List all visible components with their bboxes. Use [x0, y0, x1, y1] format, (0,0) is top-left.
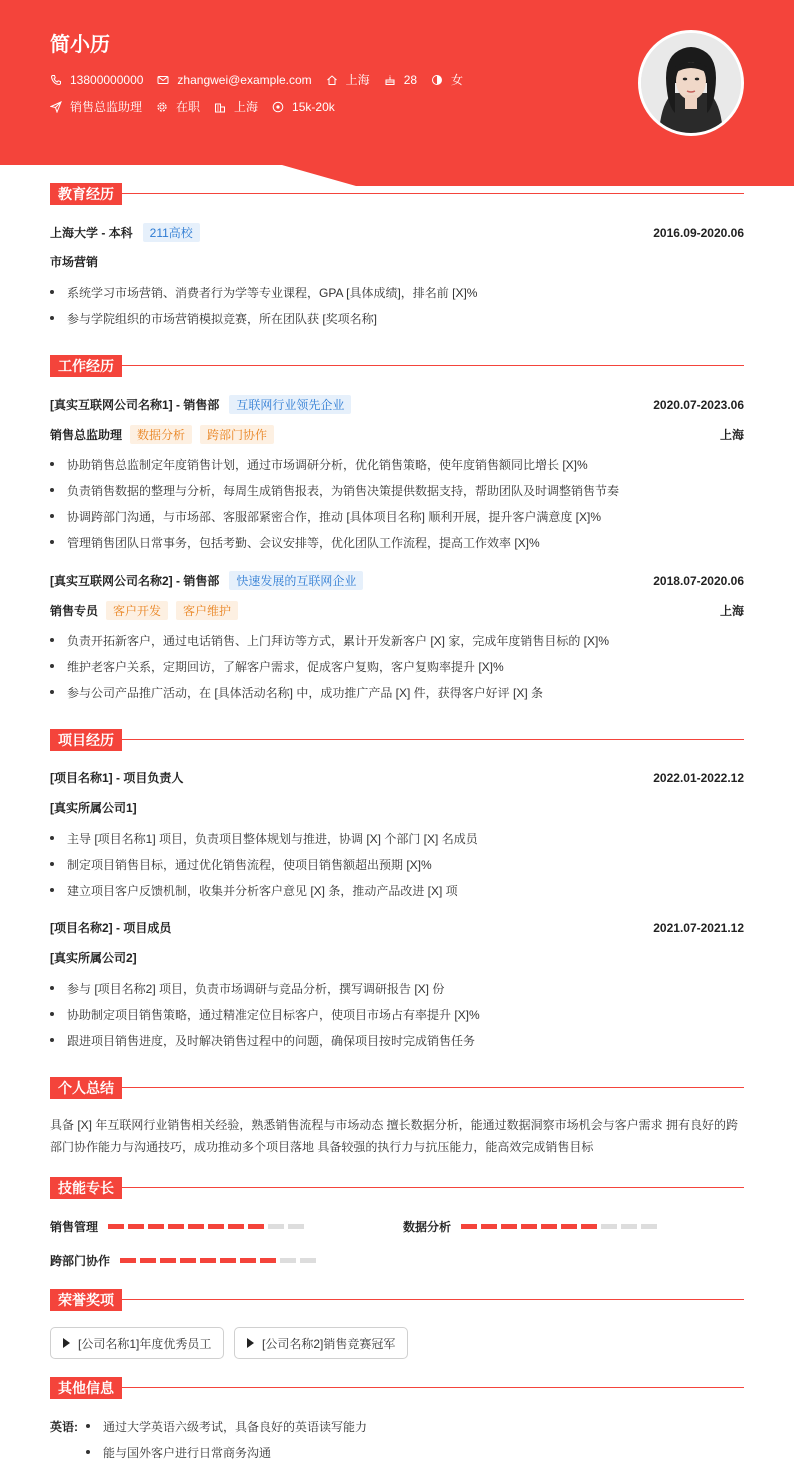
skill-level-segment	[581, 1224, 597, 1229]
project-company-row	[50, 949, 744, 966]
gender-text: 女	[451, 73, 464, 87]
skill-item	[50, 1218, 308, 1235]
section-divider	[120, 1087, 744, 1088]
project-company: [真实所属公司2]	[50, 951, 137, 965]
skill-level-segment	[561, 1224, 577, 1229]
education-section-header	[50, 183, 744, 205]
skill-level-segment	[461, 1224, 477, 1229]
phone-info	[50, 73, 143, 87]
skill-level-segment	[601, 1224, 617, 1229]
education-bullet: 系统学习市场营销、消费者行为学等专业课程，GPA [具体成绩]，排名前 [X]%	[50, 284, 744, 301]
award-name: [公司名称2]销售竞赛冠军	[262, 1336, 396, 1351]
other-item: 通过大学英语六级考试，具备良好的英语读写能力	[86, 1418, 367, 1435]
city-info	[326, 71, 370, 88]
skill-item	[403, 1218, 661, 1235]
company-name: [真实互联网公司名称2] - 销售部	[50, 574, 220, 588]
project-bullet: 参与 [项目名称2] 项目，负责市场调研与竞品分析，撰写调研报告 [X] 份	[50, 980, 744, 997]
skill-level-segment	[260, 1258, 276, 1263]
skill-level-segment	[108, 1224, 124, 1229]
work-section-header	[50, 355, 744, 377]
skill-level-meter	[461, 1224, 661, 1229]
project-company-row	[50, 799, 744, 816]
work-date: 2018.07-2020.06	[653, 573, 744, 588]
project-date: 2022.01-2022.12	[653, 770, 744, 785]
work-bullet: 管理销售团队日常事务，包括考勤、会议安排等，优化团队工作流程，提高工作效率 [X]%	[50, 534, 744, 551]
phone-text: 13800000000	[70, 72, 144, 87]
gender-info	[431, 71, 463, 88]
other-item: 能与国外客户进行日常商务沟通	[86, 1444, 271, 1461]
skill-name: 数据分析	[403, 1220, 452, 1234]
work-bullet: 协助销售总监制定年度销售计划，通过市场调研分析，优化销售策略，使年度销售额同比增长 [X]%	[50, 456, 744, 473]
skill-item	[50, 1252, 320, 1269]
skill-level-segment	[288, 1224, 304, 1229]
work-bullet: 参与公司产品推广活动，在 [具体活动名称] 中，成功推广产品 [X] 件，获得客户好评 [X] 条	[50, 684, 744, 701]
work-bullet: 维护老客户关系，定期回访，了解客户需求，促成客户复购，客户复购率提升 [X]%	[50, 658, 744, 675]
age-info	[384, 73, 417, 87]
cake-icon	[384, 74, 396, 86]
projects-section-header	[50, 729, 744, 751]
avatar	[638, 30, 744, 136]
education-row	[50, 223, 744, 242]
email-text: zhangwei@example.com	[177, 72, 312, 87]
skill-level-segment	[621, 1224, 637, 1229]
work-location: 上海	[719, 604, 744, 618]
skill-level-segment	[128, 1224, 144, 1229]
skill-level-segment	[200, 1258, 216, 1263]
school-name: 上海大学 - 本科	[50, 226, 133, 240]
candidate-name: 简小历	[50, 34, 110, 56]
skill-level-segment	[148, 1224, 164, 1229]
triangle-icon	[63, 1338, 70, 1348]
contact-row	[50, 71, 477, 88]
gender-icon	[431, 74, 443, 86]
money-icon	[272, 101, 284, 113]
section-divider	[120, 1187, 744, 1188]
salary-text: 15k-20k	[292, 99, 335, 114]
skill-level-segment	[188, 1224, 204, 1229]
building-icon	[214, 101, 226, 113]
skill-level-segment	[168, 1224, 184, 1229]
summary-section-header	[50, 1077, 744, 1099]
skill-level-segment	[240, 1258, 256, 1263]
skill-level-segment	[160, 1258, 176, 1263]
work-company-row	[50, 571, 744, 590]
work-bullet: 协调跨部门沟通，与市场部、客服部紧密合作，推动 [具体项目名称] 顺利开展，提升客户满意度 [X]%	[50, 508, 744, 525]
resume-header	[0, 0, 794, 186]
role-tag: 跨部门协作	[200, 425, 274, 444]
status-text: 在职	[176, 100, 201, 114]
position-text: 销售总监助理	[70, 100, 143, 114]
work-bullet: 负责开拓新客户，通过电话销售、上门拜访等方式，累计开发新客户 [X] 家，完成年度销售目标的 [X]%	[50, 632, 744, 649]
education-bullet: 参与学院组织的市场营销模拟竞赛，所在团队获 [奖项名称]	[50, 310, 744, 327]
role-tag: 数据分析	[130, 425, 192, 444]
skill-level-segment	[268, 1224, 284, 1229]
award-name: [公司名称1]年度优秀员工	[78, 1336, 212, 1351]
project-bullet: 制定项目销售目标，通过优化销售流程，使项目销售额超出预期 [X]%	[50, 856, 744, 873]
project-title: [项目名称2] - 项目成员	[50, 921, 172, 935]
section-divider	[120, 193, 744, 194]
section-divider	[120, 1387, 744, 1388]
summary-text: 具备 [X] 年互联网行业销售相关经验，熟悉销售流程与市场动态 擅长数据分析，能通过数据洞察市场机会与客户需求 拥有良好的跨部门协作能力与沟通技巧，成功推动多个项目落地 具备较强的执行力与抗压能力，能高效完成销售目标	[50, 1118, 739, 1154]
project-bullet: 跟进项目销售进度，及时解决销售过程中的问题，确保项目按时完成销售任务	[50, 1032, 744, 1049]
skill-level-segment	[248, 1224, 264, 1229]
triangle-icon	[247, 1338, 254, 1348]
skill-level-segment	[300, 1258, 316, 1263]
project-bullet: 协助制定项目销售策略，通过精准定位目标客户，使项目市场占有率提升 [X]%	[50, 1006, 744, 1023]
role-tag: 客户开发	[106, 601, 168, 620]
skill-level-meter	[120, 1258, 320, 1263]
work-bullet: 负责销售数据的整理与分析，每周生成销售报表，为销售决策提供数据支持，帮助团队及时调整销售节奏	[50, 482, 744, 499]
salary-info	[272, 100, 335, 114]
skill-level-segment	[140, 1258, 156, 1263]
email-info	[157, 73, 311, 87]
phone-icon	[50, 74, 62, 86]
skills-section-title: 技能专长	[50, 1177, 122, 1199]
role-name: 销售专员	[50, 604, 99, 618]
work-location: 上海	[719, 428, 744, 442]
school-badge: 211高校	[143, 223, 200, 242]
award-item	[234, 1327, 408, 1359]
skills-section-header	[50, 1177, 744, 1199]
awards-section-title: 荣誉奖项	[50, 1289, 122, 1311]
company-name: [真实互联网公司名称1] - 销售部	[50, 398, 220, 412]
city-text: 上海	[345, 73, 370, 87]
work-role-row	[50, 425, 744, 444]
other-label: 英语:	[50, 1420, 78, 1434]
portrait-photo	[641, 33, 741, 133]
award-item	[50, 1327, 224, 1359]
skill-level-segment	[220, 1258, 236, 1263]
gear-icon	[156, 101, 168, 113]
skill-level-segment	[180, 1258, 196, 1263]
skill-level-segment	[501, 1224, 517, 1229]
company-badge: 互联网行业领先企业	[229, 395, 351, 414]
project-company: [真实所属公司1]	[50, 801, 137, 815]
project-title-row	[50, 919, 744, 936]
skill-level-segment	[228, 1224, 244, 1229]
skill-level-segment	[641, 1224, 657, 1229]
section-divider	[120, 365, 744, 366]
project-bullet: 主导 [项目名称1] 项目，负责项目整体规划与推进，协调 [X] 个部门 [X] 名成员	[50, 830, 744, 847]
skill-level-segment	[280, 1258, 296, 1263]
role-tag: 客户维护	[176, 601, 238, 620]
age-text: 28	[403, 72, 418, 87]
projects-section-title: 项目经历	[50, 729, 122, 751]
education-date: 2016.09-2020.06	[653, 225, 744, 240]
company-badge: 快速发展的互联网企业	[229, 571, 363, 590]
work-section-title: 工作经历	[50, 355, 122, 377]
job-intent-row	[50, 98, 349, 115]
project-title-row	[50, 769, 744, 786]
work-date: 2020.07-2023.06	[653, 397, 744, 412]
skill-level-segment	[521, 1224, 537, 1229]
other-section-title: 其他信息	[50, 1377, 122, 1399]
status-info	[156, 98, 200, 115]
mail-icon	[157, 74, 169, 86]
work-city-text: 上海	[234, 100, 259, 114]
home-icon	[326, 74, 338, 86]
skill-name: 跨部门协作	[50, 1254, 111, 1268]
section-divider	[120, 739, 744, 740]
skill-name: 销售管理	[50, 1220, 99, 1234]
major-row	[50, 253, 744, 270]
position-info	[50, 98, 142, 115]
project-bullet: 建立项目客户反馈机制，收集并分析客户意见 [X] 条，推动产品改进 [X] 项	[50, 882, 744, 899]
work-city-info	[214, 98, 258, 115]
project-title: [项目名称1] - 项目负责人	[50, 771, 184, 785]
awards-section-header	[50, 1289, 744, 1311]
skill-level-segment	[208, 1224, 224, 1229]
major-name: 市场营销	[50, 255, 99, 269]
role-name: 销售总监助理	[50, 428, 123, 442]
skill-level-segment	[120, 1258, 136, 1263]
project-date: 2021.07-2021.12	[653, 920, 744, 935]
summary-section-title: 个人总结	[50, 1077, 122, 1099]
skill-level-segment	[541, 1224, 557, 1229]
work-company-row	[50, 395, 744, 414]
other-section-header	[50, 1377, 744, 1399]
section-divider	[120, 1299, 744, 1300]
send-icon	[50, 101, 62, 113]
education-section-title: 教育经历	[50, 183, 122, 205]
work-role-row	[50, 601, 744, 620]
skill-level-segment	[481, 1224, 497, 1229]
skill-level-meter	[108, 1224, 308, 1229]
